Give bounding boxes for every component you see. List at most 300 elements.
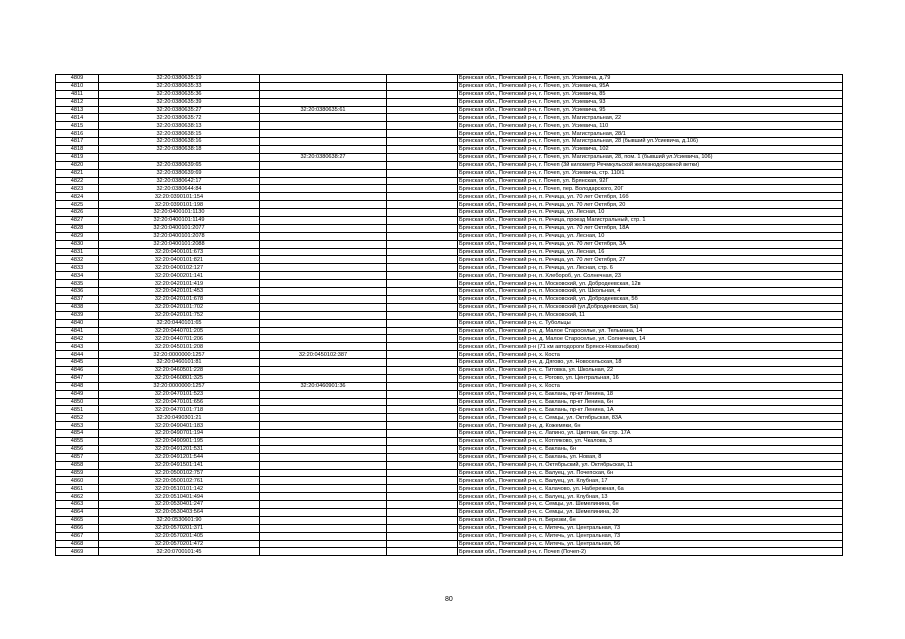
cadastral-number-cell: 32:20:0490301:21	[99, 414, 260, 422]
table-row	[56, 90, 843, 98]
table-row	[56, 303, 843, 311]
table-row	[56, 548, 843, 556]
previous-number-cell	[260, 485, 387, 493]
empty-cell	[387, 90, 458, 98]
cadastral-number-cell: 32:20:0440701:205	[99, 327, 260, 335]
cadastral-number-cell: 32:20:0500102:761	[99, 477, 260, 485]
row-number-cell: 4823	[56, 185, 99, 193]
previous-number-cell	[260, 98, 387, 106]
cadastral-number-cell: 32:20:0470101:656	[99, 398, 260, 406]
empty-cell	[387, 217, 458, 225]
previous-number-cell	[260, 201, 387, 209]
empty-cell	[387, 295, 458, 303]
address-cell: Брянская обл., Почепский р-н, с. Баклань, пр-кт Ленина, 18	[458, 390, 843, 398]
empty-cell	[387, 153, 458, 161]
empty-cell	[387, 485, 458, 493]
address-cell: Брянская обл., Почепский р-н, п. Речица, ул. 70 лет Октября, 3А	[458, 240, 843, 248]
row-number-cell: 4851	[56, 406, 99, 414]
empty-cell	[387, 209, 458, 217]
cadastral-number-cell: 32:20:0450101:208	[99, 343, 260, 351]
cadastral-number-cell: 32:20:0491201:544	[99, 453, 260, 461]
table-row	[56, 248, 843, 256]
cadastral-number-cell: 32:20:0380639:65	[99, 161, 260, 169]
previous-number-cell	[260, 185, 387, 193]
table-row	[56, 288, 843, 296]
previous-number-cell	[260, 82, 387, 90]
address-cell: Брянская обл., Почепский р-н, с. Баклань, 6н	[458, 445, 843, 453]
empty-cell	[387, 374, 458, 382]
table-row	[56, 272, 843, 280]
table-row	[56, 240, 843, 248]
previous-number-cell	[260, 469, 387, 477]
row-number-cell: 4825	[56, 201, 99, 209]
previous-number-cell	[260, 493, 387, 501]
address-cell: Брянская обл., Почепский р-н, с. Баклань, пр-кт Ленина, 1А	[458, 406, 843, 414]
address-cell: Брянская обл., Почепский р-н, п. Речица, ул. Лесная, 10	[458, 209, 843, 217]
empty-cell	[387, 193, 458, 201]
cadastral-number-cell: 32:20:0390101:154	[99, 193, 260, 201]
table-row	[56, 493, 843, 501]
address-cell: Брянская обл., Почепский р-н, с. Рогово, ул. Центральная, 16	[458, 374, 843, 382]
empty-cell	[387, 201, 458, 209]
previous-number-cell	[260, 540, 387, 548]
cadastral-number-cell: 32:20:0380635:39	[99, 98, 260, 106]
empty-cell	[387, 130, 458, 138]
cadastral-number-cell: 32:20:0460801:325	[99, 374, 260, 382]
previous-number-cell	[260, 422, 387, 430]
empty-cell	[387, 146, 458, 154]
empty-cell	[387, 540, 458, 548]
previous-number-cell	[260, 398, 387, 406]
address-cell: Брянская обл., Почепский р-н, г. Почеп, ул. Усиевича, 95А	[458, 82, 843, 90]
cadastral-number-cell: 32:20:0380639:69	[99, 169, 260, 177]
cadastral-number-cell: 32:20:0470101:523	[99, 390, 260, 398]
address-cell: Брянская обл., Почепский р-н, с. Семцы, ул. Шемелинина, 20	[458, 508, 843, 516]
address-cell: Брянская обл., Почепский р-н, г. Почеп, ул. Усиевича, 102	[458, 146, 843, 154]
address-cell: Брянская обл., Почепский р-н, г. Почеп, ул. Усиевича, 85	[458, 90, 843, 98]
row-number-cell: 4819	[56, 153, 99, 161]
table-row	[56, 161, 843, 169]
previous-number-cell	[260, 75, 387, 83]
previous-number-cell	[260, 501, 387, 509]
table-row	[56, 82, 843, 90]
row-number-cell: 4818	[56, 146, 99, 154]
previous-number-cell	[260, 548, 387, 556]
row-number-cell: 4830	[56, 240, 99, 248]
empty-cell	[387, 548, 458, 556]
row-number-cell: 4846	[56, 366, 99, 374]
address-cell: Брянская обл., Почепский р-н, с. Валуец, ул. Почепская, 6н	[458, 469, 843, 477]
cadastral-number-cell: 32:20:0400101:1149	[99, 217, 260, 225]
previous-number-cell	[260, 524, 387, 532]
empty-cell	[387, 422, 458, 430]
cadastral-number-cell	[99, 153, 260, 161]
table-row	[56, 382, 843, 390]
row-number-cell: 4853	[56, 422, 99, 430]
address-cell: Брянская обл., Почепский р-н, с. Валуец, ул. Клубная, 17	[458, 477, 843, 485]
row-number-cell: 4867	[56, 532, 99, 540]
table-row	[56, 319, 843, 327]
empty-cell	[387, 185, 458, 193]
cadastral-number-cell: 32:20:0460101:81	[99, 359, 260, 367]
previous-number-cell	[260, 264, 387, 272]
cadastral-number-cell: 32:20:0380635:33	[99, 82, 260, 90]
table-row	[56, 461, 843, 469]
row-number-cell: 4848	[56, 382, 99, 390]
previous-number-cell	[260, 390, 387, 398]
empty-cell	[387, 359, 458, 367]
row-number-cell: 4842	[56, 335, 99, 343]
empty-cell	[387, 303, 458, 311]
cadastral-number-cell: 32:20:0440101:65	[99, 319, 260, 327]
empty-cell	[387, 335, 458, 343]
address-cell: Брянская обл., Почепский р-н, г. Почеп, ул. Магистральная, 28/1	[458, 130, 843, 138]
table-row	[56, 398, 843, 406]
address-cell: Брянская обл., Почепский р-н, г. Почеп, ул. Магистральная, 28, пом. 1 (бывший ул.Усиевича, 106)	[458, 153, 843, 161]
row-number-cell: 4833	[56, 264, 99, 272]
table-row	[56, 224, 843, 232]
address-cell: Брянская обл., Почепский р-н, г. Почеп, ул. Усиевича, 110	[458, 122, 843, 130]
cadastral-number-cell: 32:20:0420101:453	[99, 288, 260, 296]
address-cell: Брянская обл., Почепский р-н, х. Коста	[458, 351, 843, 359]
address-cell: Брянская обл., Почепский р-н, г. Почеп, ул. Усиевича, стр. 110/1	[458, 169, 843, 177]
empty-cell	[387, 177, 458, 185]
registry-table-body	[56, 75, 843, 556]
address-cell: Брянская обл., Почепский р-н, г. Почеп, ул. Усиевича, д.79	[458, 75, 843, 83]
row-number-cell: 4829	[56, 232, 99, 240]
address-cell: Брянская обл., Почепский р-н, п. Московский, ул. Добродеевская, 5б	[458, 295, 843, 303]
address-cell: Брянская обл., Почепский р-н, с. Митечь, ул. Центральная, 56	[458, 540, 843, 548]
address-cell: Брянская обл., Почепский р-н, п. Московский, 11	[458, 311, 843, 319]
cadastral-number-cell: 32:20:0380635:27	[99, 106, 260, 114]
table-row	[56, 453, 843, 461]
table-row	[56, 366, 843, 374]
address-cell: Брянская обл., Почепский р-н, п. Речица, ул. 70 лет Октября, 27	[458, 256, 843, 264]
cadastral-number-cell: 32:20:0490901:195	[99, 437, 260, 445]
empty-cell	[387, 430, 458, 438]
row-number-cell: 4844	[56, 351, 99, 359]
empty-cell	[387, 75, 458, 83]
table-row	[56, 406, 843, 414]
empty-cell	[387, 532, 458, 540]
empty-cell	[387, 493, 458, 501]
table-row	[56, 169, 843, 177]
row-number-cell: 4834	[56, 272, 99, 280]
previous-number-cell	[260, 295, 387, 303]
address-cell: Брянская обл., Почепский р-н, г. Почеп, ул. Магистральная, 22	[458, 114, 843, 122]
row-number-cell: 4836	[56, 288, 99, 296]
previous-number-cell	[260, 161, 387, 169]
row-number-cell: 4869	[56, 548, 99, 556]
previous-number-cell: 32:20:0380638:27	[260, 153, 387, 161]
cadastral-number-cell: 32:20:0400102:127	[99, 264, 260, 272]
empty-cell	[387, 98, 458, 106]
table-row	[56, 501, 843, 509]
address-cell: Брянская обл., Почепский р-н, п. Московский, ул. Добродеевская, 12в	[458, 280, 843, 288]
table-row	[56, 122, 843, 130]
table-row	[56, 343, 843, 351]
row-number-cell: 4864	[56, 508, 99, 516]
previous-number-cell	[260, 248, 387, 256]
address-cell: Брянская обл., Почепский р-н, п. Речица, проезд Магистральный, стр. 1	[458, 217, 843, 225]
address-cell: Брянская обл., Почепский р-н, с. Митечь, ул. Центральная, 73	[458, 524, 843, 532]
empty-cell	[387, 343, 458, 351]
cadastral-number-cell: 32:20:0380635:19	[99, 75, 260, 83]
row-number-cell: 4814	[56, 114, 99, 122]
previous-number-cell	[260, 138, 387, 146]
previous-number-cell	[260, 335, 387, 343]
empty-cell	[387, 240, 458, 248]
cadastral-number-cell: 32:20:0490701:194	[99, 430, 260, 438]
previous-number-cell	[260, 319, 387, 327]
row-number-cell: 4820	[56, 161, 99, 169]
row-number-cell: 4852	[56, 414, 99, 422]
previous-number-cell	[260, 240, 387, 248]
cadastral-number-cell: 32:20:0530403:564	[99, 508, 260, 516]
row-number-cell: 4863	[56, 501, 99, 509]
row-number-cell: 4860	[56, 477, 99, 485]
row-number-cell: 4843	[56, 343, 99, 351]
row-number-cell: 4855	[56, 437, 99, 445]
table-row	[56, 351, 843, 359]
cadastral-number-cell: 32:20:0530601:90	[99, 516, 260, 524]
empty-cell	[387, 288, 458, 296]
cadastral-number-cell: 32:20:0400101:2078	[99, 232, 260, 240]
row-number-cell: 4859	[56, 469, 99, 477]
row-number-cell: 4821	[56, 169, 99, 177]
previous-number-cell	[260, 177, 387, 185]
cadastral-number-cell: 32:20:0530401:247	[99, 501, 260, 509]
previous-number-cell	[260, 193, 387, 201]
previous-number-cell	[260, 169, 387, 177]
empty-cell	[387, 414, 458, 422]
previous-number-cell	[260, 90, 387, 98]
empty-cell	[387, 272, 458, 280]
address-cell: Брянская обл., Почепский р-н, д. Кожемяки, 6н	[458, 422, 843, 430]
previous-number-cell	[260, 146, 387, 154]
row-number-cell: 4862	[56, 493, 99, 501]
table-row	[56, 232, 843, 240]
empty-cell	[387, 114, 458, 122]
row-number-cell: 4811	[56, 90, 99, 98]
empty-cell	[387, 406, 458, 414]
page-number: 80	[445, 596, 453, 603]
row-number-cell: 4835	[56, 280, 99, 288]
empty-cell	[387, 366, 458, 374]
row-number-cell: 4847	[56, 374, 99, 382]
previous-number-cell	[260, 224, 387, 232]
previous-number-cell: 32:20:0460901:36	[260, 382, 387, 390]
table-row	[56, 335, 843, 343]
table-row	[56, 264, 843, 272]
row-number-cell: 4810	[56, 82, 99, 90]
table-row	[56, 138, 843, 146]
empty-cell	[387, 437, 458, 445]
table-row	[56, 201, 843, 209]
empty-cell	[387, 248, 458, 256]
table-row	[56, 516, 843, 524]
row-number-cell: 4854	[56, 430, 99, 438]
table-row	[56, 359, 843, 367]
registry-table	[55, 74, 843, 556]
previous-number-cell	[260, 272, 387, 280]
address-cell: Брянская обл., Почепский р-н, д. Малое Староселье, ул. Солнечная, 14	[458, 335, 843, 343]
cadastral-number-cell: 32:20:0700101:45	[99, 548, 260, 556]
table-row	[56, 540, 843, 548]
empty-cell	[387, 311, 458, 319]
address-cell: Брянская обл., Почепский р-н, г. Почеп, ул. Магистральная, 28 (бывший ул.Усиевича, д.106)	[458, 138, 843, 146]
previous-number-cell	[260, 453, 387, 461]
row-number-cell: 4824	[56, 193, 99, 201]
cadastral-number-cell: 32:20:0380644:84	[99, 185, 260, 193]
table-row	[56, 485, 843, 493]
cadastral-number-cell: 32:20:0380638:18	[99, 146, 260, 154]
previous-number-cell	[260, 414, 387, 422]
address-cell: Брянская обл., Почепский р-н (71 км автодороги Брянск-Новозыбков)	[458, 343, 843, 351]
cadastral-number-cell: 32:20:0380635:72	[99, 114, 260, 122]
empty-cell	[387, 106, 458, 114]
cadastral-number-cell: 32:20:0570201:405	[99, 532, 260, 540]
previous-number-cell: 32:20:0380635:61	[260, 106, 387, 114]
table-row	[56, 185, 843, 193]
empty-cell	[387, 453, 458, 461]
previous-number-cell	[260, 477, 387, 485]
table-row	[56, 106, 843, 114]
registry-table-container	[55, 74, 836, 556]
address-cell: Брянская обл., Почепский р-н, с. Семцы, ул. Октябрьская, 83А	[458, 414, 843, 422]
previous-number-cell	[260, 445, 387, 453]
table-row	[56, 437, 843, 445]
empty-cell	[387, 327, 458, 335]
table-row	[56, 295, 843, 303]
address-cell: Брянская обл., Почепский р-н, х. Коста	[458, 382, 843, 390]
cadastral-number-cell: 32:20:0491501:141	[99, 461, 260, 469]
empty-cell	[387, 508, 458, 516]
empty-cell	[387, 138, 458, 146]
empty-cell	[387, 351, 458, 359]
previous-number-cell	[260, 374, 387, 382]
address-cell: Брянская обл., Почепский р-н, г. Почеп (3й километр Речмкульской железнодорожной ветки)	[458, 161, 843, 169]
address-cell: Брянская обл., Почепский р-н, с. Тубольцы	[458, 319, 843, 327]
empty-cell	[387, 82, 458, 90]
cadastral-number-cell: 32:20:0390101:198	[99, 201, 260, 209]
previous-number-cell	[260, 311, 387, 319]
table-row	[56, 130, 843, 138]
address-cell: Брянская обл., Почепский р-н, п. Речица, ул. 70 лет Октября, 16б	[458, 193, 843, 201]
cadastral-number-cell: 32:20:0380638:15	[99, 130, 260, 138]
table-row	[56, 153, 843, 161]
row-number-cell: 4857	[56, 453, 99, 461]
address-cell: Брянская обл., Почепский р-н, п. Речица, ул. Лесная, 16	[458, 248, 843, 256]
row-number-cell: 4841	[56, 327, 99, 335]
previous-number-cell	[260, 232, 387, 240]
address-cell: Брянская обл., Почепский р-н, п. Березки, 6н	[458, 516, 843, 524]
address-cell: Брянская обл., Почепский р-н, п. Речица, ул. Лесная, стр. 6	[458, 264, 843, 272]
table-row	[56, 414, 843, 422]
address-cell: Брянская обл., Почепский р-н, г. Почеп, ул. Брянская, 92Г	[458, 177, 843, 185]
cadastral-number-cell: 32:20:0490401:183	[99, 422, 260, 430]
table-row	[56, 146, 843, 154]
row-number-cell: 4845	[56, 359, 99, 367]
row-number-cell: 4813	[56, 106, 99, 114]
address-cell: Брянская обл., Почепский р-н, д. Дягово, ул. Новосельская, 18	[458, 359, 843, 367]
empty-cell	[387, 382, 458, 390]
empty-cell	[387, 477, 458, 485]
address-cell: Брянская обл., Почепский р-н, с. Калачово, ул. Набережная, 6а	[458, 485, 843, 493]
address-cell: Брянская обл., Почепский р-н, с. Баклань, пр-кт Ленина, 6н	[458, 398, 843, 406]
previous-number-cell	[260, 280, 387, 288]
table-row	[56, 327, 843, 335]
address-cell: Брянская обл., Почепский р-н, с. Лапино, ул. Цветная, 6н стр. 17А	[458, 430, 843, 438]
empty-cell	[387, 122, 458, 130]
row-number-cell: 4816	[56, 130, 99, 138]
address-cell: Брянская обл., Почепский р-н, с. Семцы, ул. Шемелинина, 6н	[458, 501, 843, 509]
cadastral-number-cell: 32:20:0000000:1257	[99, 382, 260, 390]
row-number-cell: 4865	[56, 516, 99, 524]
cadastral-number-cell: 32:20:0491201:531	[99, 445, 260, 453]
address-cell: Брянская обл., Почепский р-н, с. Баклань, ул. Новая, 8	[458, 453, 843, 461]
previous-number-cell	[260, 366, 387, 374]
cadastral-number-cell: 32:20:0000000:1257	[99, 351, 260, 359]
cadastral-number-cell: 32:20:0380642:17	[99, 177, 260, 185]
previous-number-cell	[260, 114, 387, 122]
empty-cell	[387, 264, 458, 272]
row-number-cell: 4837	[56, 295, 99, 303]
cadastral-number-cell: 32:20:0400201:141	[99, 272, 260, 280]
cadastral-number-cell: 32:20:0570201:371	[99, 524, 260, 532]
table-row	[56, 477, 843, 485]
previous-number-cell	[260, 209, 387, 217]
table-row	[56, 445, 843, 453]
cadastral-number-cell: 32:20:0400101:2088	[99, 240, 260, 248]
empty-cell	[387, 516, 458, 524]
cadastral-number-cell: 32:20:0420101:702	[99, 303, 260, 311]
address-cell: Брянская обл., Почепский р-н, г. Почеп (Почеп-2)	[458, 548, 843, 556]
address-cell: Брянская обл., Почепский р-н, п. Октябрьский, ул. Октябрьская, 11	[458, 461, 843, 469]
empty-cell	[387, 232, 458, 240]
table-row	[56, 98, 843, 106]
table-row	[56, 524, 843, 532]
row-number-cell: 4822	[56, 177, 99, 185]
address-cell: Брянская обл., Почепский р-н, с. Митечь, ул. Центральная, 73	[458, 532, 843, 540]
address-cell: Брянская обл., Почепский р-н, с. Валуец, ул. Клубная, 13	[458, 493, 843, 501]
previous-number-cell	[260, 288, 387, 296]
empty-cell	[387, 398, 458, 406]
empty-cell	[387, 280, 458, 288]
table-row	[56, 422, 843, 430]
cadastral-number-cell: 32:20:0440701:206	[99, 335, 260, 343]
previous-number-cell	[260, 130, 387, 138]
address-cell: Брянская обл., Почепский р-н, п. Речица, ул. 70 лет Октября, 18А	[458, 224, 843, 232]
previous-number-cell	[260, 217, 387, 225]
table-row	[56, 114, 843, 122]
address-cell: Брянская обл., Почепский р-н, п. Московский, ул. Школьная, 4	[458, 288, 843, 296]
empty-cell	[387, 445, 458, 453]
table-row	[56, 177, 843, 185]
previous-number-cell	[260, 327, 387, 335]
address-cell: Брянская обл., Почепский р-н, д. Малое Староселье, ул. Тельмана, 14	[458, 327, 843, 335]
row-number-cell: 4840	[56, 319, 99, 327]
row-number-cell: 4809	[56, 75, 99, 83]
table-row	[56, 390, 843, 398]
table-row	[56, 311, 843, 319]
table-row	[56, 532, 843, 540]
row-number-cell: 4812	[56, 98, 99, 106]
cadastral-number-cell: 32:20:0380635:36	[99, 90, 260, 98]
table-row	[56, 217, 843, 225]
previous-number-cell	[260, 256, 387, 264]
table-row	[56, 75, 843, 83]
